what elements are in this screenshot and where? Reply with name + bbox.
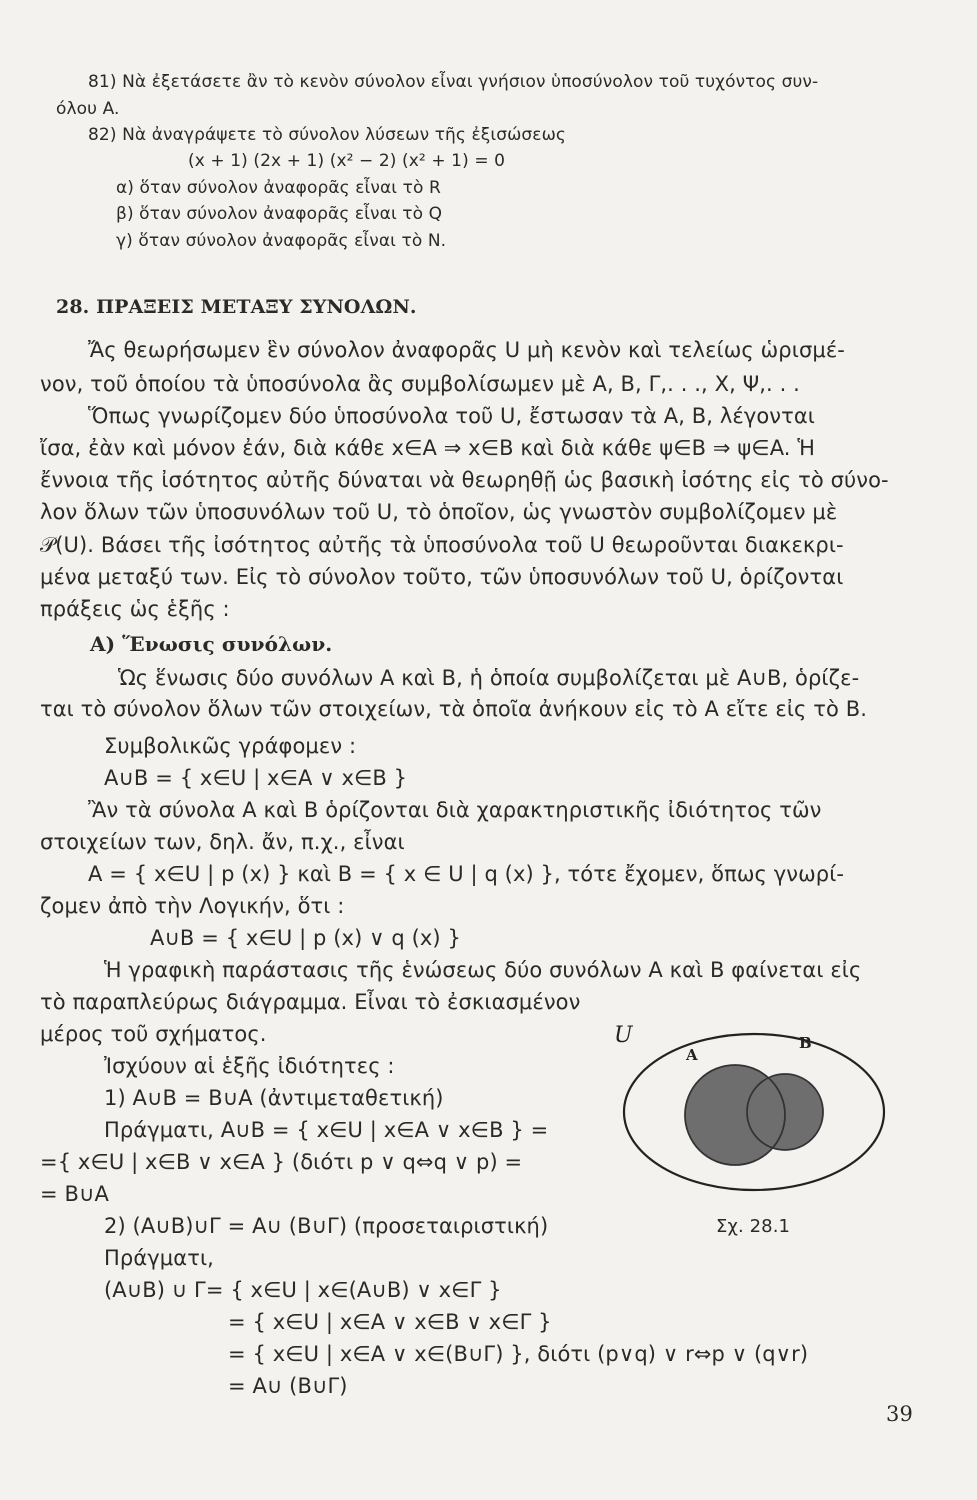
paragraph-line: Ὅπως γνωρίζομεν δύο ὑποσύνολα τοῦ U, ἔστωσαν τὰ A, B, λέγονται (88, 404, 816, 428)
figure-caption: Σχ. 28.1 (716, 1216, 791, 1237)
union-line: Ἂν τὰ σύνολα A καὶ B ὁρίζονται διὰ χαρακτηριστικῆς ἰδιότητος τῶν (88, 798, 822, 822)
paragraph-line: νον, τοῦ ὁποίου τὰ ὑποσύνολα ἂς συμβολίσωμεν μὲ A, B, Γ,. . ., X, Ψ,. . . (40, 372, 800, 396)
union-line: Ἡ γραφικὴ παράστασις τῆς ἑνώσεως δύο συνόλων A καὶ B φαίνεται εἰς (104, 958, 862, 982)
paragraph-line: λον ὅλων τῶν ὑποσυνόλων τοῦ U, τὸ ὁποῖον, ὡς γνωστὸν συμβολίζομεν μὲ (40, 500, 838, 524)
union-line: Ἰσχύουν αἱ ἑξῆς ἰδιότητες : (104, 1054, 395, 1078)
proof-line: = { x∈U | x∈A ∨ x∈(B∪Γ) }, διότι (p∨q) ∨ r⇔p ∨ (q∨r) (228, 1342, 809, 1366)
proof-line: Πράγματι, A∪B = { x∈U | x∈A ∨ x∈B } = (104, 1118, 549, 1142)
exercise-81-line-2: όλου A. (56, 99, 120, 119)
union-line: ζομεν ἀπὸ τὴν Λογικήν, ὅτι : (40, 894, 345, 918)
union-line: ται τὸ σύνολον ὅλων τῶν στοιχείων, τὰ ὁποῖα ἀνήκουν εἰς τὸ A εἴτε εἰς τὸ B. (40, 697, 868, 721)
proof-line: (A∪B) ∪ Γ= { x∈U | x∈(A∪B) ∨ x∈Γ } (104, 1278, 502, 1302)
proof-line: Πράγματι, (104, 1246, 214, 1270)
label-u: U (614, 1023, 633, 1048)
property-2: 2) (A∪B)∪Γ = A∪ (B∪Γ) (προσεταιριστική) (104, 1214, 549, 1238)
union-line: Ὡς ἕνωσις δύο συνόλων A καὶ B, ἡ ὁποία συμβολίζεται μὲ A∪B, ὁρίζε- (118, 666, 860, 690)
proof-line: = { x∈U | x∈A ∨ x∈B ∨ x∈Γ } (228, 1310, 552, 1334)
label-b: B (799, 1034, 812, 1052)
exercise-82-part-b: β) ὅταν σύνολον ἀναφορᾶς εἶναι τὸ Q (116, 204, 443, 224)
paragraph-line: μένα μεταξύ των. Εἰς τὸ σύνολον τοῦτο, τῶν ὑποσυνόλων τοῦ U, ὁρίζονται (40, 565, 844, 589)
paragraph-line: ἔννοια τῆς ἰσότητος αὐτῆς δύναται νὰ θεωρηθῇ ὡς βασικὴ ἰσότης εἰς τὸ σύνο- (40, 468, 889, 492)
page-number: 39 (886, 1402, 913, 1426)
exercise-81-line-1: 81) Νὰ ἐξετάσετε ἂν τὸ κενὸν σύνολον εἶναι γνήσιον ὑποσύνολον τοῦ τυχόντος συν- (88, 72, 819, 92)
section-heading: 28. ΠΡΑΞΕΙΣ ΜΕΤΑΞΥ ΣΥΝΟΛΩΝ. (56, 296, 417, 318)
union-formula: A∪B = { x∈U | p (x) ∨ q (x) } (150, 926, 461, 950)
paragraph-line: πράξεις ὡς ἑξῆς : (40, 597, 230, 621)
union-formula: A∪B = { x∈U | x∈A ∨ x∈B } (104, 766, 408, 790)
exercise-82-part-c: γ) ὅταν σύνολον ἀναφορᾶς εἶναι τὸ N. (116, 231, 447, 251)
exercise-82-equation: (x + 1) (2x + 1) (x² − 2) (x² + 1) = 0 (188, 151, 506, 171)
exercise-82-line-1: 82) Νὰ ἀναγράψετε τὸ σύνολον λύσεων τῆς ἐξισώσεως (88, 125, 566, 145)
union-line: A = { x∈U | p (x) } καὶ B = { x ∈ U | q (x) }, τότε ἔχομεν, ὅπως γνωρί- (88, 862, 845, 886)
subsection-heading-union: A) Ἕνωσις συνόλων. (90, 632, 333, 656)
proof-line: = B∪A (40, 1182, 109, 1206)
label-a: A (686, 1046, 698, 1064)
union-line: στοιχείων των, δηλ. ἄν, π.χ., εἶναι (40, 830, 405, 854)
property-1: 1) A∪B = B∪A (ἀντιμεταθετική) (104, 1086, 444, 1110)
paragraph-line: Ἄς θεωρήσωμεν ἓν σύνολον ἀναφορᾶς U μὴ κενὸν καὶ τελείως ὡρισμέ- (88, 338, 845, 362)
union-line: Συμβολικῶς γράφομεν : (104, 734, 357, 758)
venn-diagram-figure (600, 1012, 900, 1202)
union-line: μέρος τοῦ σχήματος. (40, 1022, 267, 1046)
exercise-82-part-a: α) ὅταν σύνολον ἀναφορᾶς εἶναι τὸ R (116, 178, 441, 198)
proof-line: = A∪ (B∪Γ) (228, 1374, 348, 1398)
proof-line: ={ x∈U | x∈B ∨ x∈A } (διότι p ∨ q⇔q ∨ p) = (40, 1150, 523, 1174)
paragraph-line: 𝒫(U). Βάσει τῆς ἰσότητος αὐτῆς τὰ ὑποσύνολα τοῦ U θεωροῦνται διακεκρι- (40, 533, 844, 557)
paragraph-line: ἴσα, ἐὰν καὶ μόνον ἐάν, διὰ κάθε x∈A ⇒ x∈B καὶ διὰ κάθε ψ∈B ⇒ ψ∈A. Ἡ (40, 436, 815, 460)
union-line: τὸ παραπλεύρως διάγραμμα. Εἶναι τὸ ἐσκιασμένον (40, 990, 581, 1014)
